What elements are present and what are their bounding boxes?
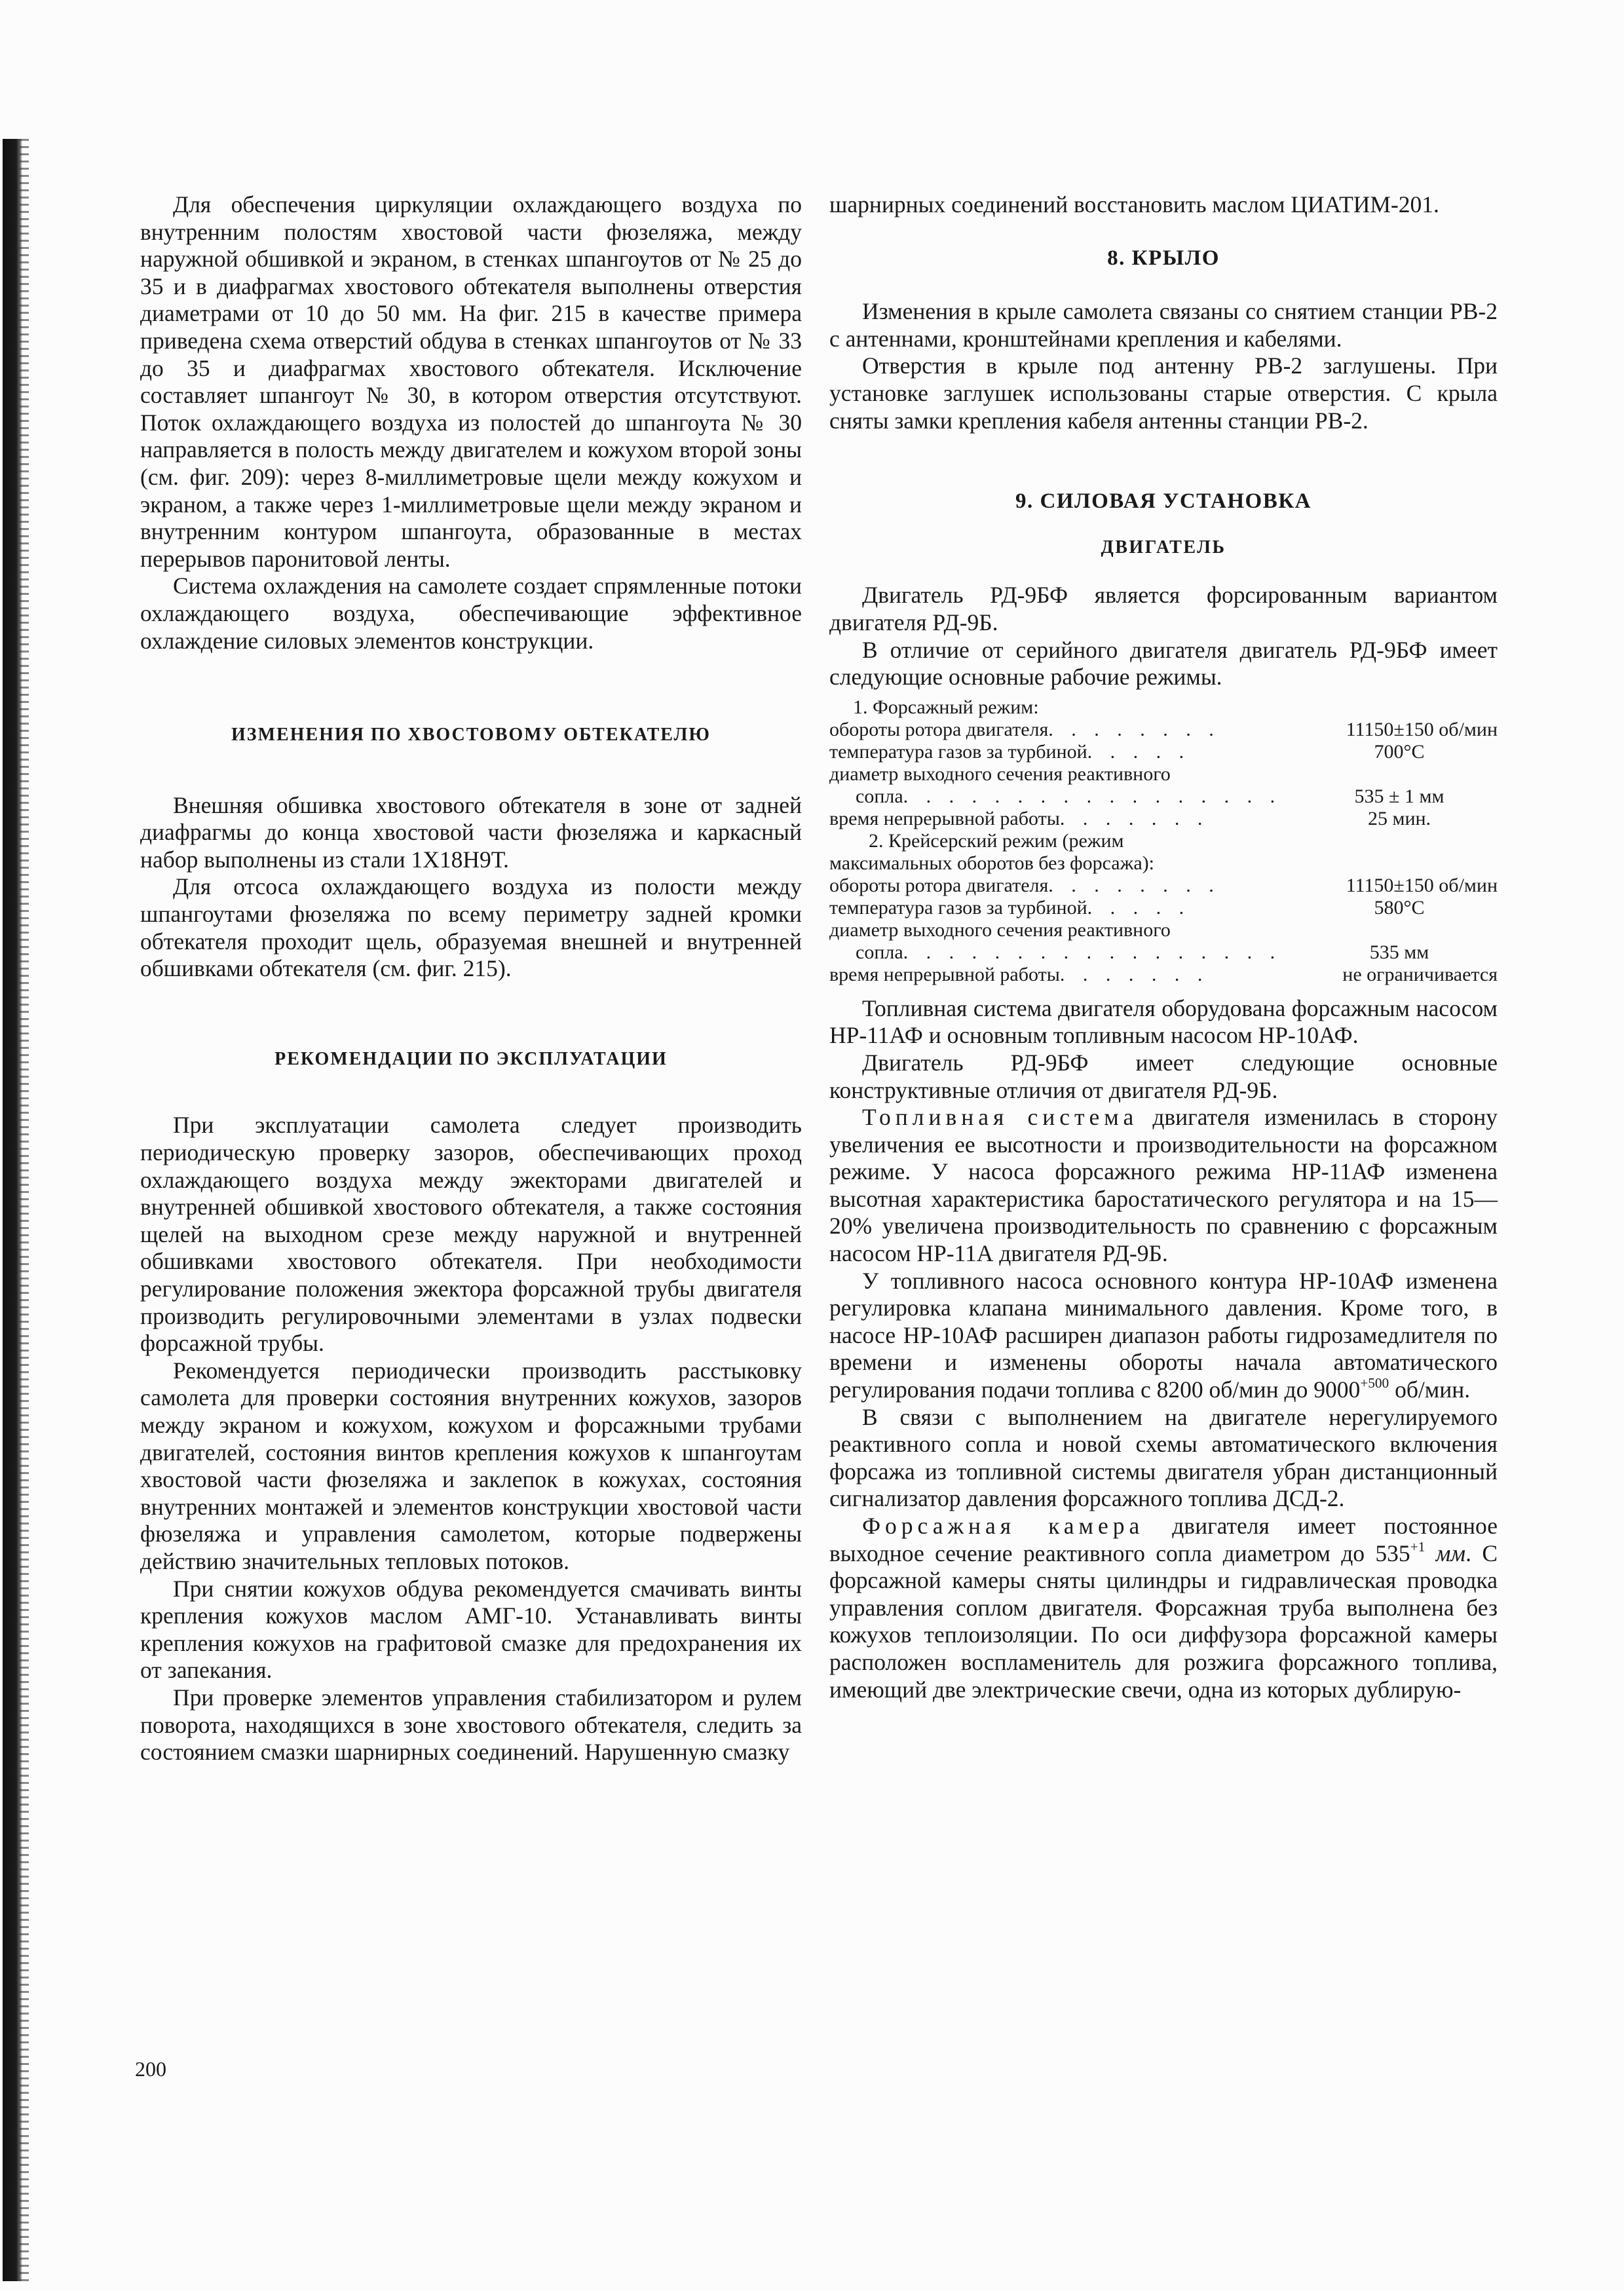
paragraph-cooling-system: Система охлаждения на самолете создает спрямленные потоки охлаждающего воздуха, обеспечивающие эффективное охлаждение силовых элементов конструкции. xyxy=(140,573,802,654)
mode-title-afterburner: 1. Форсажный режим: xyxy=(853,696,1039,718)
scan-binding-shadow xyxy=(20,139,29,2281)
paragraph-nozzle: В связи с выполнением на двигателе нерегулируемого реактивного сопла и новой схемы автоматического включения форсажа из топливной системы двигателя убран дистанционный сигнализатор давления форсажного топлива ДСД-2. xyxy=(829,1403,1498,1512)
page-number: 200 xyxy=(135,2057,166,2081)
spec-row: время непрерывной работы . . . . . . . 25 мин. xyxy=(829,807,1431,829)
heading-wing: 8. КРЫЛО xyxy=(1107,246,1220,270)
paragraph-wing-holes: Отверстия в крыле под антенну РВ-2 заглушены. При установке заглушек использованы старые отверстия. С крыла сняты замки крепления кабеля антенны станции РВ-2. xyxy=(829,352,1498,434)
paragraph-fuel-system: Топливная система двигателя изменилась в сторону увеличения ее высотности и производительности на форсажном режиме. У насоса форсажного режима НР-11АФ изменена высотная характеристика баростатического регулятора и на 15—20% увеличена производительность по сравнению с форсажным насосом НР-11А двигателя РД-9Б. xyxy=(829,1104,1498,1267)
heading-powerplant: 9. СИЛОВАЯ УСТАНОВКА xyxy=(1015,489,1312,514)
engine-specs xyxy=(829,696,1498,986)
spec-row: диаметр выходного сечения реактивного xyxy=(829,763,1171,785)
spec-row: диаметр выходного сечения реактивного xyxy=(829,918,1171,941)
spec-row: сопла . . . . . . . . . . . . . . . . . 535 ± 1 мм xyxy=(856,785,1445,807)
paragraph-recommendation-3: При снятии кожухов обдува рекомендуется смачивать винты крепления кожухов маслом АМГ-10. Устанавливать винты крепления кожухов на графитовой смазке для предохранения их от запекания. xyxy=(140,1575,802,1684)
paragraph-engine-variant: Двигатель РД-9БФ является форсированным вариантом двигателя РД-9Б. xyxy=(829,582,1498,635)
paragraph-afterburner: Форсажная камера двигателя имеет постоянное выходное сечение реактивного сопла диаметром до $535^{+1}$ мм. С форсажной камеры сняты цилиндры и гидравлическая проводка управления соплом двигателя. Форсажная труба выполнена без кожухов теплоизоляции. По оси диффузора форсажной камеры расположен воспламенитель для розжига форсажного топлива, имеющий две электрические свечи, одна из которых дублирую- xyxy=(829,1513,1498,1703)
paragraph-engine-modes: В отличие от серийного двигателя двигатель РД-9БФ имеет следующие основные рабочие режимы. xyxy=(829,636,1498,691)
right-column xyxy=(829,191,1498,1703)
heading-tail-fairing-changes: ИЗМЕНЕНИЯ ПО ХВОСТОВОМУ ОБТЕКАТЕЛЮ xyxy=(231,725,711,746)
spec-row: сопла . . . . . . . . . . . . . . . . . 535 мм xyxy=(856,941,1429,963)
spec-row: время непрерывной работы . . . . . . . не ограничивается xyxy=(829,963,1498,985)
paragraph-recommendation-4: При проверке элементов управления стабилизатором и рулем поворота, находящихся в зоне хвостового обтекателя, следить за состоянием смазки шарнирных соединений. Нарушенную смазку xyxy=(140,1684,802,1766)
spec-row: обороты ротора двигателя . . . . . . . . 11150±150 об/мин xyxy=(829,874,1498,896)
spec-row: температура газов за турбиной . . . . . 700°C xyxy=(829,740,1425,763)
paragraph-tail-skin: Внешняя обшивка хвостового обтекателя в зоне от задней диафрагмы до конца хвостовой части фюзеляжа и каркасный набор выполнены из стали 1Х18Н9Т. xyxy=(140,791,802,873)
paragraph-main-pump: У топливного насоса основного контура НР-10АФ изменена регулировка клапана минимального давления. Кроме того, в насосе НР-10АФ расширен диапазон работы гидрозамедлителя по времени и изменены обороты начала автоматического регулирования подачи топлива с 8200 об/мин до $9000^{+500}$ об/мин. xyxy=(829,1267,1498,1403)
heading-operation-recommendations: РЕКОМЕНДАЦИИ ПО ЭКСПЛУАТАЦИИ xyxy=(274,1048,668,1069)
paragraph-continuation: шарнирных соединений восстановить маслом ЦИАТИМ-201. xyxy=(829,191,1439,218)
paragraph-tail-slot: Для отсоса охлаждающего воздуха из полости между шпангоутами фюзеляжа по всему периметру задней кромки обтекателя проходит щель, образуемая внешней и внутренней обшивками обтекателя (см. фиг. 215). xyxy=(140,873,802,982)
paragraph-recommendation-1: При эксплуатации самолета следует производить периодическую проверку зазоров, обеспечивающих проход охлаждающего воздуха между эжекторами двигателей и внутренней обшивкой хвостового обтекателя, а также состояния щелей на выходном срезе между наружной и внутренней обшивками хвостового обтекателя. При необходимости регулирование положения эжектора форсажной трубы двигателя производить регулировочными элементами в узлах подвески форсажной трубы. xyxy=(140,1112,802,1357)
paragraph-design-differences: Двигатель РД-9БФ имеет следующие основные конструктивные отличия от двигателя РД-9Б. xyxy=(829,1049,1498,1103)
fuel-system-lead: Топливная система xyxy=(862,1104,1139,1131)
afterburner-lead: Форсажная камера xyxy=(862,1513,1144,1539)
spec-row: температура газов за турбиной . . . . . 580°C xyxy=(829,896,1425,918)
subheading-engine: ДВИГАТЕЛЬ xyxy=(1101,537,1226,558)
paragraph-cooling-holes: Для обеспечения циркуляции охлаждающего воздуха по внутренним полостям хвостовой части фюзеляжа, между наружной обшивкой и экраном, в стенках шпангоутов от № 25 до 35 и в диафрагмах хвостового обтекателя выполнены отверстия диаметрами от 10 до 50 мм. На фиг. 215 в качестве примера приведена схема отверстий обдува в стенках шпангоутов от № 33 до 35 и диафрагмах хвостового обтекателя. Исключение составляет шпангоут № 30, в котором отверстия отсутствуют. Поток охлаждающего воздуха из полостей до шпангоута № 30 направляется в полость между двигателем и кожухом второй зоны (см. фиг. 209): через 8-миллиметровые щели между кожухом и экраном, а также через 1-миллиметровые щели между экраном и внутренним контуром шпангоута, образованные в местах перерывов паронитовой ленты. xyxy=(140,191,802,572)
spec-row: обороты ротора двигателя . . . . . . . . 11150±150 об/мин xyxy=(829,718,1498,740)
paragraph-fuel-pumps: Топливная система двигателя оборудована форсажным насосом НР-11АФ и основным топливным насосом НР-10АФ. xyxy=(829,994,1498,1049)
paragraph-wing-changes: Изменения в крыле самолета связаны со снятием станции РВ-2 с антеннами, кронштейнами крепления и кабелями. xyxy=(829,298,1498,352)
paragraph-recommendation-2: Рекомендуется периодически производить расстыковку самолета для проверки состояния внутренних кожухов, зазоров между экраном и кожухом, кожухом и форсажными трубами двигателей, состояния винтов крепления кожухов к шпангоутам хвостовой части фюзеляжа и заклепок в кожухах, состояния внутренних монтажей и элементов конструкции хвостовой части фюзеляжа и управления самолетом, которые подвержены действию значительных тепловых потоков. xyxy=(140,1357,802,1574)
mode-title-cruise: 2. Крейсерский режим (режим максимальных оборотов без форсажа): xyxy=(829,829,1154,874)
left-column xyxy=(140,191,802,1766)
